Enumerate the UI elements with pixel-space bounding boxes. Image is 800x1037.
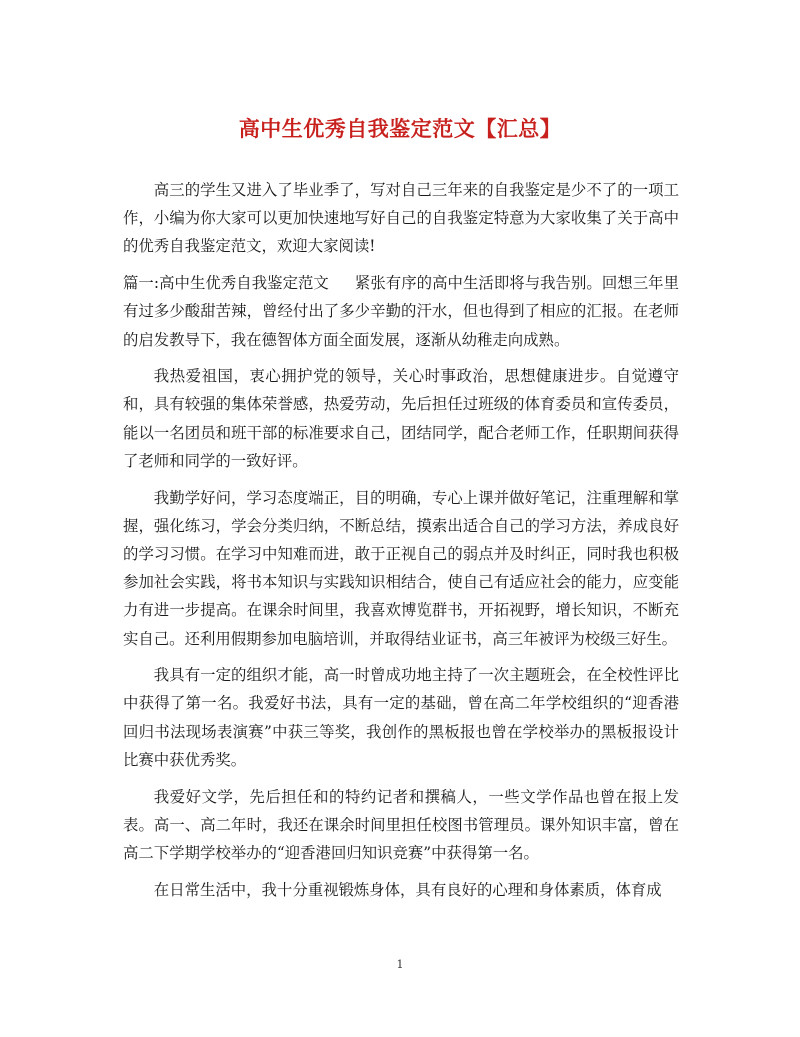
section-first-text: 紧张有序的高中生活即将与我告别。回想三年里有过多少酸甜苦辣，曾经付出了多少辛勤的汗水，但也得到了相应的汇报。在老师的启发教导下，我在德智体方面全面发展，逐渐从幼稚走向成熟。: [123, 274, 679, 349]
intro-paragraph: 高三的学生又进入了毕业季了，写对自己三年来的自我鉴定是少不了的一项工作，小编为你大家可以更加快速地写好自己的自我鉴定特意为大家收集了关于高中的优秀自我鉴定范文，欢迎大家阅读!: [123, 181, 679, 256]
body-paragraph-4: 我爱好文学，先后担任和的特约记者和撰稿人，一些文学作品也曾在报上发表。高一、高二年时，我还在课余时间里担任校图书管理员。课外知识丰富，曾在高二下学期学校举办的“迎香港回归知识竞赛”中获得第一名。: [123, 787, 679, 862]
document-body: [123, 176, 679, 912]
body-paragraph-3: 我具有一定的组织才能，高一时曾成功地主持了一次主题班会，在全校性评比中获得了第一名。我爱好书法，具有一定的基础，曾在高二年学校组织的“迎香港回归书法现场表演赛”中获三等奖，我创作的黑板报也曾在学校举办的黑板报设计比赛中获优秀奖。: [123, 666, 679, 769]
body-paragraph-2: 我勤学好问，学习态度端正，目的明确，专心上课并做好笔记，注重理解和掌握，强化练习，学会分类归纳，不断总结，摸索出适合自己的学习方法，养成良好的学习习惯。在学习中知难而进，敢于正视自己的弱点并及时纠正，同时我也积极参加社会实践，将书本知识与实践知识相结合，使自己有适应社会的能力，应变能力有进一步提高。在课余时间里，我喜欢博览群书，开拓视野，增长知识，不断充实自己。还利用假期参加电脑培训，并取得结业证书，高三年被评为校级三好生。: [123, 488, 679, 648]
section-paragraph: [123, 269, 679, 354]
page-number: 1: [396, 958, 404, 971]
section-heading: 篇一:高中生优秀自我鉴定范文: [123, 274, 329, 293]
body-paragraph-5: 在日常生活中，我十分重视锻炼身体，具有良好的心理和身体素质，体育成: [153, 880, 662, 899]
body-paragraph-1: 我热爱祖国，衷心拥护党的领导，关心时事政治，思想健康进步。自觉遵守和，具有较强的集体荣誉感，热爱劳动，先后担任过班级的体育委员和宣传委员，能以一名团员和班干部的标准要求自己，团结同学，配合老师工作，任职期间获得了老师和同学的一致好评。: [123, 367, 679, 470]
document-title: 高中生优秀自我鉴定范文【汇总】: [238, 117, 562, 141]
